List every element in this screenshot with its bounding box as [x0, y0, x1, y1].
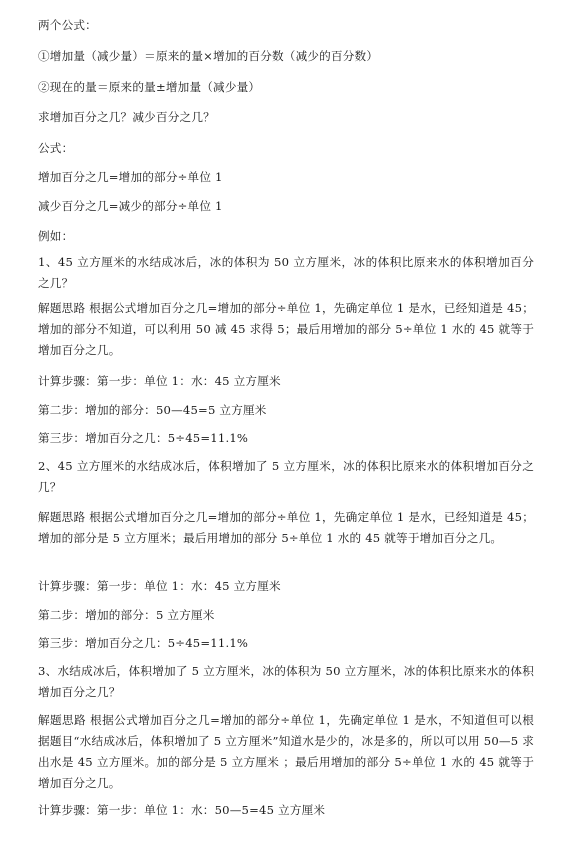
example-1-step-1: 计算步骤：第一步：单位 1：水：45 立方厘米 [38, 374, 281, 388]
example-1-question: 1、45 立方厘米的水结成冰后，冰的体积为 50 立方厘米，冰的体积比原来水的体积增加百分之几？ [38, 255, 534, 290]
example-1-step-2: 第二步：增加的部分：50—45=5 立方厘米 [38, 403, 267, 417]
formula-one: ①增加量（减少量）＝原来的量×增加的百分数（减少的百分数） [38, 49, 379, 63]
example-3-question: 3、水结成冰后，体积增加了 5 立方厘米，冰的体积为 50 立方厘米，冰的体积比原来水的体积增加百分之几？ [38, 664, 534, 699]
examples-label: 例如： [38, 229, 74, 243]
example-3-solution-idea: 解题思路 根据公式增加百分之几=增加的部分÷单位 1，先确定单位 1 是水，不知道但可以根据题目“水结成冰后，体积增加了 5 立方厘米”知道水是少的，冰是多的，所以可以用 50—5 求出水是 45 立方厘米。加的部分是 5 立方厘米 ；最后用增加的部分 5÷单位 1 水的 45 就等于增加百分之几。 [38, 713, 534, 790]
question-heading: 求增加百分之几？减少百分之几？ [38, 110, 215, 124]
formula-label: 公式： [38, 141, 74, 155]
formula-two: ②现在的量＝原来的量±增加量（减少量） [38, 80, 261, 94]
decrease-percent-formula: 减少百分之几=减少的部分÷单位 1 [38, 199, 223, 213]
increase-percent-formula: 增加百分之几=增加的部分÷单位 1 [38, 170, 223, 184]
example-2-solution-idea: 解题思路 根据公式增加百分之几=增加的部分÷单位 1，先确定单位 1 是水，已经知道是 45；增加的部分是 5 立方厘米；最后用增加的部分 5÷单位 1 水的 45 就等于增加百分之几。 [38, 510, 534, 545]
example-2-step-3: 第三步：增加百分之几：5÷45=11.1% [38, 636, 249, 650]
example-2-step-2: 第二步：增加的部分：5 立方厘米 [38, 608, 215, 622]
example-3-step-1: 计算步骤：第一步：单位 1：水：50—5=45 立方厘米 [38, 803, 326, 817]
example-2-step-1: 计算步骤：第一步：单位 1：水：45 立方厘米 [38, 579, 281, 593]
example-1-step-3: 第三步：增加百分之几：5÷45=11.1% [38, 431, 249, 445]
intro-heading: 两个公式： [38, 18, 97, 32]
example-2-question: 2、45 立方厘米的水结成冰后，体积增加了 5 立方厘米，冰的体积比原来水的体积增加百分之几？ [38, 459, 534, 494]
example-1-solution-idea: 解题思路 根据公式增加百分之几=增加的部分÷单位 1，先确定单位 1 是水，已经知道是 45；增加的部分不知道，可以利用 50 减 45 求得 5；最后用增加的部分 5÷单位 1 水的 45 就等于增加百分之几。 [38, 301, 534, 357]
